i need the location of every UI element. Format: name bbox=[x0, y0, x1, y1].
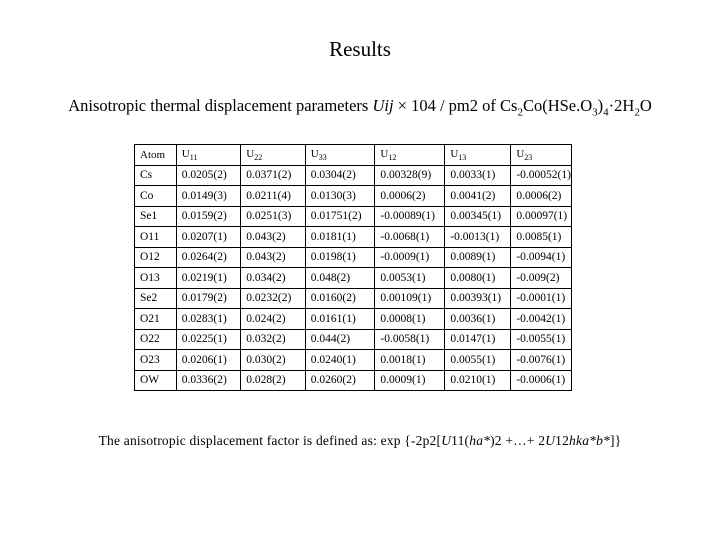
value-cell: -0.0076(1) bbox=[511, 350, 572, 371]
footnote-text: ]} bbox=[610, 433, 622, 448]
value-cell: -0.009(2) bbox=[511, 268, 572, 289]
column-header-label: U bbox=[246, 147, 255, 160]
value-cell: -0.0058(1) bbox=[375, 329, 445, 350]
column-header-label: U bbox=[380, 147, 389, 160]
value-cell: 0.0159(2) bbox=[176, 206, 241, 227]
column-header-subscript: 11 bbox=[189, 152, 198, 162]
table-row bbox=[135, 247, 572, 268]
value-cell: 0.0219(1) bbox=[176, 268, 241, 289]
table-body bbox=[135, 165, 572, 391]
value-cell: 0.0033(1) bbox=[445, 165, 511, 186]
column-header-label: U bbox=[516, 147, 525, 160]
column-header-subscript: 12 bbox=[388, 152, 397, 162]
table-row bbox=[135, 350, 572, 371]
column-header bbox=[445, 145, 511, 166]
atom-cell: OW bbox=[135, 370, 177, 391]
caption-text: O bbox=[639, 96, 652, 115]
atom-cell: Cs bbox=[135, 165, 177, 186]
footnote-text: 12 bbox=[555, 433, 570, 448]
atom-cell: Se2 bbox=[135, 288, 177, 309]
table-row bbox=[135, 329, 572, 350]
footnote-text: The anisotropic displacement factor is defined as: exp {-2p2[ bbox=[98, 433, 442, 448]
caption-text: ·2H bbox=[608, 96, 635, 115]
table-row bbox=[135, 227, 572, 248]
table-row bbox=[135, 370, 572, 391]
column-header bbox=[135, 145, 177, 166]
footnote-symbol: U bbox=[545, 433, 556, 448]
footnote-text: )2 +…+ 2 bbox=[490, 433, 546, 448]
value-cell: 0.0085(1) bbox=[511, 227, 572, 248]
value-cell: 0.028(2) bbox=[241, 370, 306, 391]
value-cell: 0.0130(3) bbox=[305, 186, 375, 207]
column-header-subscript: 13 bbox=[458, 152, 467, 162]
value-cell: 0.0283(1) bbox=[176, 309, 241, 330]
caption-text: ) bbox=[597, 96, 604, 115]
value-cell: 0.0240(1) bbox=[305, 350, 375, 371]
footnote-symbol: ha* bbox=[469, 433, 491, 448]
footnote-text: 11( bbox=[451, 433, 470, 448]
column-header-label: Atom bbox=[140, 148, 166, 161]
column-header-label: U bbox=[310, 147, 319, 160]
value-cell: 0.0336(2) bbox=[176, 370, 241, 391]
value-cell: 0.0089(1) bbox=[445, 247, 511, 268]
value-cell: 0.048(2) bbox=[305, 268, 375, 289]
value-cell: 0.0149(3) bbox=[176, 186, 241, 207]
caption-subscript: 3 bbox=[592, 106, 598, 119]
atom-cell: O23 bbox=[135, 350, 177, 371]
value-cell: 0.024(2) bbox=[241, 309, 306, 330]
value-cell: -0.00089(1) bbox=[375, 206, 445, 227]
column-header bbox=[241, 145, 306, 166]
caption-subscript: 4 bbox=[603, 106, 609, 119]
value-cell: 0.0080(1) bbox=[445, 268, 511, 289]
value-cell: 0.0036(1) bbox=[445, 309, 511, 330]
value-cell: 0.0211(4) bbox=[241, 186, 306, 207]
value-cell: -0.0068(1) bbox=[375, 227, 445, 248]
value-cell: 0.0260(2) bbox=[305, 370, 375, 391]
value-cell: -0.0006(1) bbox=[511, 370, 572, 391]
value-cell: 0.0207(1) bbox=[176, 227, 241, 248]
caption-symbol: Uij bbox=[372, 96, 394, 115]
value-cell: 0.0232(2) bbox=[241, 288, 306, 309]
value-cell: 0.00345(1) bbox=[445, 206, 511, 227]
value-cell: 0.0006(2) bbox=[375, 186, 445, 207]
atom-cell: O22 bbox=[135, 329, 177, 350]
value-cell: 0.0055(1) bbox=[445, 350, 511, 371]
value-cell: 0.043(2) bbox=[241, 227, 306, 248]
atom-cell: O21 bbox=[135, 309, 177, 330]
value-cell: -0.0042(1) bbox=[511, 309, 572, 330]
value-cell: -0.0013(1) bbox=[445, 227, 511, 248]
table-header-row bbox=[135, 145, 572, 166]
table-row bbox=[135, 268, 572, 289]
page-title: Results bbox=[329, 37, 391, 61]
value-cell: -0.00052(1) bbox=[511, 165, 572, 186]
value-cell: 0.0041(2) bbox=[445, 186, 511, 207]
table-row bbox=[135, 206, 572, 227]
value-cell: 0.00328(9) bbox=[375, 165, 445, 186]
value-cell: 0.044(2) bbox=[305, 329, 375, 350]
column-header bbox=[375, 145, 445, 166]
footnote-symbol: hka*b* bbox=[569, 433, 610, 448]
table-row bbox=[135, 288, 572, 309]
caption-text: Anisotropic thermal displacement parameters bbox=[68, 96, 373, 115]
value-cell: 0.0147(1) bbox=[445, 329, 511, 350]
atom-cell: Co bbox=[135, 186, 177, 207]
value-cell: 0.0264(2) bbox=[176, 247, 241, 268]
column-header bbox=[176, 145, 241, 166]
footnote bbox=[0, 433, 720, 449]
value-cell: 0.0304(2) bbox=[305, 165, 375, 186]
column-header bbox=[511, 145, 572, 166]
table-row bbox=[135, 309, 572, 330]
table-caption bbox=[0, 96, 720, 119]
atom-cell: O12 bbox=[135, 247, 177, 268]
value-cell: 0.00097(1) bbox=[511, 206, 572, 227]
value-cell: 0.0006(2) bbox=[511, 186, 572, 207]
value-cell: 0.00393(1) bbox=[445, 288, 511, 309]
value-cell: 0.0181(1) bbox=[305, 227, 375, 248]
displacement-table bbox=[134, 144, 572, 391]
value-cell: -0.0009(1) bbox=[375, 247, 445, 268]
value-cell: 0.0009(1) bbox=[375, 370, 445, 391]
table-row bbox=[135, 165, 572, 186]
value-cell: 0.0160(2) bbox=[305, 288, 375, 309]
column-header bbox=[305, 145, 375, 166]
atom-cell: O13 bbox=[135, 268, 177, 289]
value-cell: 0.0225(1) bbox=[176, 329, 241, 350]
caption-subscript: 2 bbox=[517, 106, 523, 119]
column-header-subscript: 33 bbox=[318, 152, 327, 162]
value-cell: 0.0206(1) bbox=[176, 350, 241, 371]
value-cell: -0.0094(1) bbox=[511, 247, 572, 268]
value-cell: 0.0161(1) bbox=[305, 309, 375, 330]
value-cell: 0.01751(2) bbox=[305, 206, 375, 227]
value-cell: -0.0055(1) bbox=[511, 329, 572, 350]
value-cell: 0.00109(1) bbox=[375, 288, 445, 309]
value-cell: -0.0001(1) bbox=[511, 288, 572, 309]
caption-text: × 104 / pm2 of Cs bbox=[393, 96, 518, 115]
value-cell: 0.0205(2) bbox=[176, 165, 241, 186]
value-cell: 0.0018(1) bbox=[375, 350, 445, 371]
column-header-subscript: 22 bbox=[254, 152, 263, 162]
caption-text: Co(HSe.O bbox=[522, 96, 593, 115]
value-cell: 0.0251(3) bbox=[241, 206, 306, 227]
value-cell: 0.030(2) bbox=[241, 350, 306, 371]
value-cell: 0.0053(1) bbox=[375, 268, 445, 289]
table-row bbox=[135, 186, 572, 207]
column-header-label: U bbox=[450, 147, 459, 160]
value-cell: 0.0371(2) bbox=[241, 165, 306, 186]
atom-cell: Se1 bbox=[135, 206, 177, 227]
value-cell: 0.032(2) bbox=[241, 329, 306, 350]
value-cell: 0.0198(1) bbox=[305, 247, 375, 268]
value-cell: 0.043(2) bbox=[241, 247, 306, 268]
value-cell: 0.0179(2) bbox=[176, 288, 241, 309]
column-header-label: U bbox=[181, 147, 190, 160]
value-cell: 0.034(2) bbox=[241, 268, 306, 289]
caption-subscript: 2 bbox=[634, 106, 640, 119]
footnote-symbol: U bbox=[441, 433, 452, 448]
column-header-subscript: 23 bbox=[524, 152, 533, 162]
value-cell: 0.0008(1) bbox=[375, 309, 445, 330]
atom-cell: O11 bbox=[135, 227, 177, 248]
value-cell: 0.0210(1) bbox=[445, 370, 511, 391]
